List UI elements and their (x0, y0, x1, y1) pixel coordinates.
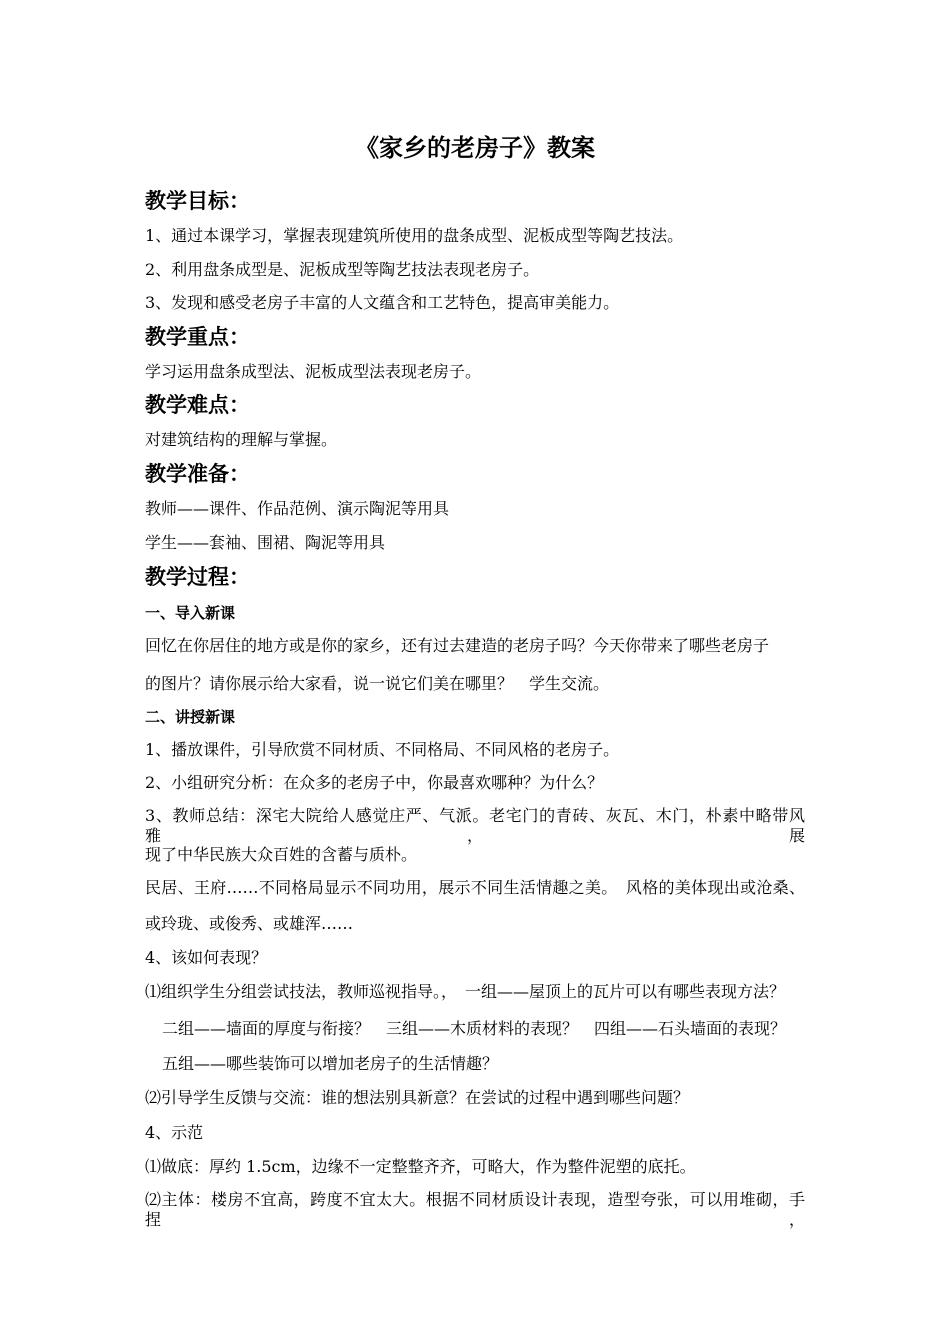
objective-item: 3、发现和感受老房子丰富的人文蕴含和工艺特色，提高审美能力。 (145, 293, 620, 312)
paragraph-line: 3、教师总结：深宅大院给人感觉庄严、气派。老宅门的青砖、灰瓦、木门，朴素中略带风雅，展 (145, 806, 805, 845)
key-points-heading: 教学重点： (145, 325, 250, 349)
paragraph-line: 4、示范 (145, 1123, 204, 1142)
paragraph-line: ⑴组织学生分组尝试技法，教师巡视指导。， 一组——屋顶上的瓦片可以有哪些表现方法？ (145, 982, 786, 1001)
document-title: 《家乡的老房子》教案 (355, 134, 595, 162)
key-points-text: 学习运用盘条成型法、泥板成型法表现老房子。 (145, 362, 482, 381)
paragraph-line: 现了中华民族大众百姓的含蓄与质朴。 (145, 845, 418, 864)
process-heading: 教学过程： (145, 565, 250, 589)
paragraph-line: 1、播放课件，引导欣赏不同材质、不同格局、不同风格的老房子。 (145, 740, 620, 759)
objectives-heading: 教学目标： (145, 189, 250, 213)
section-heading-teaching: 二、讲授新课 (145, 708, 236, 726)
paragraph-line: 的图片？请你展示给大家看，说一说它们美在哪里？ 学生交流。 (145, 674, 610, 693)
paragraph-line: ⑵引导学生反馈与交流：谁的想法别具新意？在尝试的过程中遇到哪些问题？ (145, 1088, 690, 1107)
paragraph-line: 4、该如何表现？ (145, 948, 268, 967)
paragraph-line: 2、小组研究分析：在众多的老房子中，你最喜欢哪种？为什么？ (145, 773, 604, 792)
paragraph-line: 五组——哪些装饰可以增加老房子的生活情趣？ (162, 1054, 499, 1073)
preparation-teacher: 教师——课件、作品范例、演示陶泥等用具 (145, 499, 450, 518)
difficulties-text: 对建筑结构的理解与掌握。 (145, 430, 338, 449)
preparation-heading: 教学准备： (145, 462, 250, 486)
objective-item: 2、利用盘条成型是、泥板成型等陶艺技法表现老房子。 (145, 260, 540, 279)
paragraph-line: 二组——墙面的厚度与衔接？ 三组——木质材料的表现？ 四组——石头墙面的表现？ (162, 1019, 787, 1038)
paragraph-line: ⑴做底：厚约 1.5cm，边缘不一定整整齐齐，可略大，作为整件泥塑的底托。 (145, 1157, 696, 1176)
difficulties-heading: 教学难点： (145, 393, 250, 417)
objective-item: 1、通过本课学习，掌握表现建筑所使用的盘条成型、泥板成型等陶艺技法。 (145, 226, 684, 245)
section-heading-intro: 一、导入新课 (145, 604, 236, 622)
paragraph-line: ⑵主体：楼房不宜高，跨度不宜太大。根据不同材质设计表现，造型夸张，可以用堆砌，手捏， (145, 1190, 805, 1229)
paragraph-line: 或玲珑、或俊秀、或雄浑…… (145, 914, 354, 933)
preparation-student: 学生——套袖、围裙、陶泥等用具 (145, 533, 386, 552)
paragraph-line: 回忆在你居住的地方或是你的家乡，还有过去建造的老房子吗？今天你带来了哪些老房子 (145, 636, 770, 655)
paragraph-line: 民居、王府……不同格局显示不同功用，展示不同生活情趣之美。 风格的美体现出或沧桑、 (145, 878, 805, 897)
